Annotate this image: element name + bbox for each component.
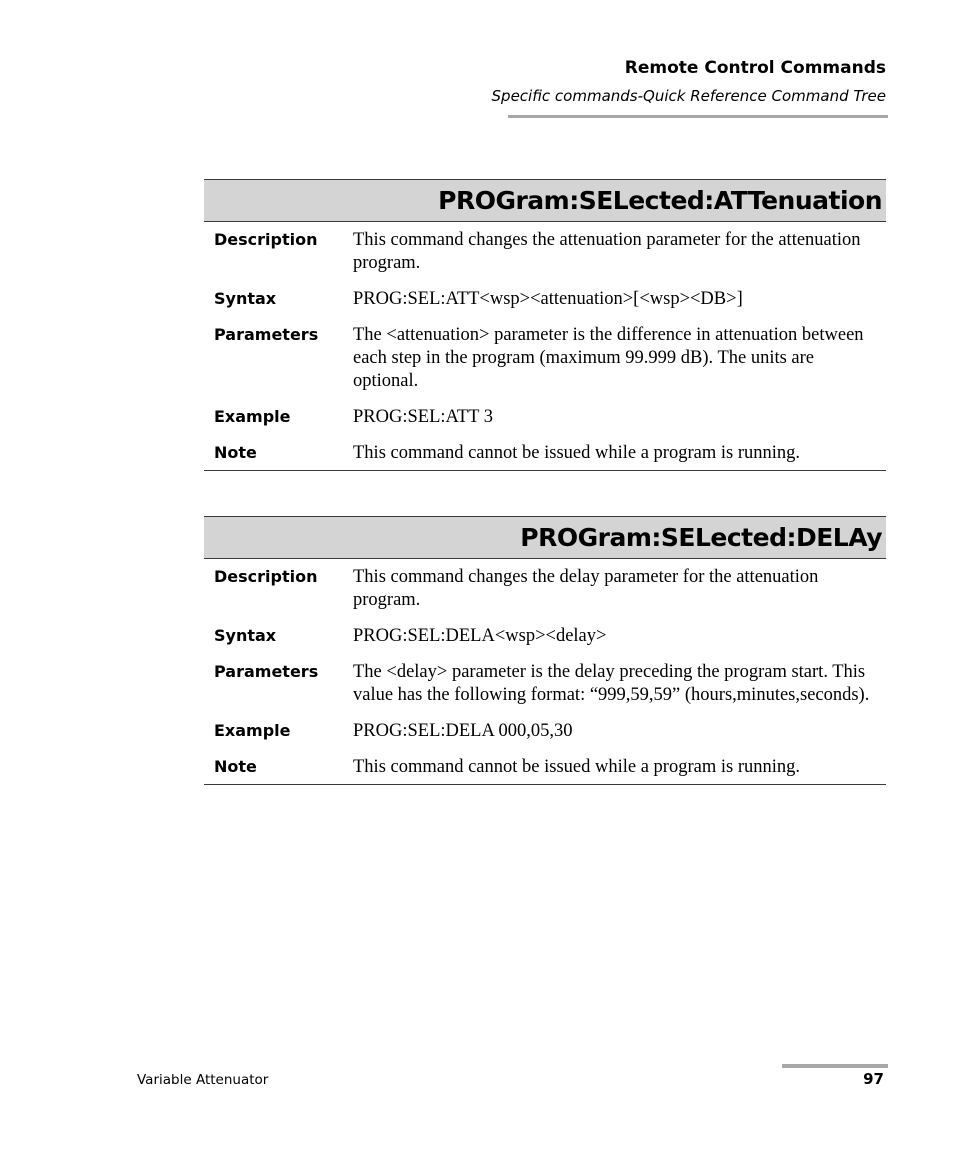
row-label: Note (214, 443, 257, 462)
table-row (204, 228, 886, 275)
row-label: Syntax (214, 626, 277, 645)
row-value: The <delay> parameter is the delay preceding the program start. This value has the following format: “999,59,59” (hours,minutes,seconds). (353, 662, 870, 705)
section-heading (204, 179, 886, 222)
command-table (204, 222, 886, 471)
header-rule (508, 115, 888, 118)
command-section-attenuation (204, 179, 886, 471)
running-header-subtitle: Specific commands-Quick Reference Command Tree (491, 87, 886, 105)
section-title: PROGram:SELected:DELAy (520, 523, 882, 552)
footer-document-title: Variable Attenuator (137, 1072, 269, 1088)
row-value: PROG:SEL:DELA 000,05,30 (353, 721, 573, 741)
table-row (204, 660, 886, 707)
table-row (204, 441, 886, 465)
row-label: Syntax (214, 289, 277, 308)
section-heading (204, 516, 886, 559)
row-value: This command changes the attenuation parameter for the attenuation program. (353, 230, 861, 273)
row-value: This command cannot be issued while a program is running. (353, 757, 800, 777)
page-number: 97 (863, 1070, 884, 1088)
command-table (204, 559, 886, 785)
row-value: The <attenuation> parameter is the difference in attenuation between each step in the program (maximum 99.999 dB). The units are optional. (353, 325, 864, 391)
table-row (204, 755, 886, 779)
row-label: Example (214, 407, 291, 426)
row-label: Note (214, 757, 257, 776)
row-label: Description (214, 230, 318, 249)
table-row (204, 624, 886, 648)
table-row (204, 323, 886, 393)
row-value: PROG:SEL:DELA<wsp><delay> (353, 626, 607, 646)
row-value: PROG:SEL:ATT<wsp><attenuation>[<wsp><DB>] (353, 289, 743, 309)
row-label: Description (214, 567, 318, 586)
row-value: This command cannot be issued while a program is running. (353, 443, 800, 463)
row-value: PROG:SEL:ATT 3 (353, 407, 493, 427)
table-row (204, 719, 886, 743)
row-value: This command changes the delay parameter for the attenuation program. (353, 567, 819, 610)
table-row (204, 405, 886, 429)
row-label: Parameters (214, 662, 319, 681)
section-title: PROGram:SELected:ATTenuation (438, 186, 882, 215)
footer-rule (782, 1064, 888, 1068)
running-header-title: Remote Control Commands (624, 58, 886, 78)
row-label: Parameters (214, 325, 319, 344)
table-row (204, 565, 886, 612)
table-row (204, 287, 886, 311)
command-section-delay (204, 516, 886, 785)
row-label: Example (214, 721, 291, 740)
